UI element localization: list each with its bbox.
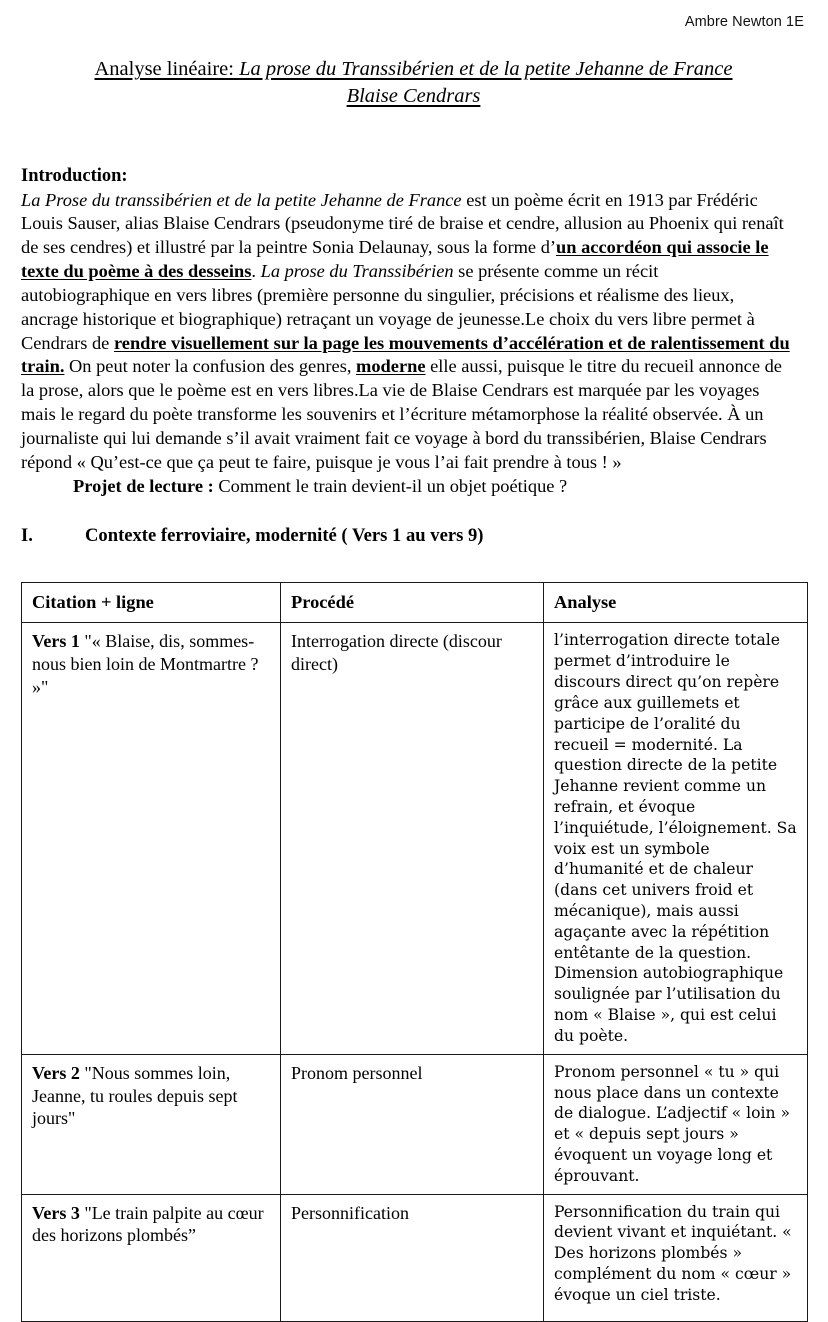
cell-procede: Interrogation directe (discour direct) — [281, 623, 544, 1054]
projet-label: Projet de lecture : — [73, 475, 214, 496]
citation-text: "Le train palpite au cœur des horizons plombés” — [32, 1202, 264, 1246]
cell-analyse: l’interrogation directe totale permet d’introduire le discours direct qu’on repère grâce aux guillemets et participe de l’oralité du recueil = modernité. La question directe de la petite Jehanne revient comme un refrain, et évoque l’inquiétude, l’éloignement. Sa voix est un symbole d’humanité et de chaleur (dans cet univers froid et mécanique), mais aussi agaçante avec la répétition entêtante de la question. Dimension autobiographique soulignée par l’utilisation du nom « Blaise », qui est celui du poète. — [544, 623, 808, 1054]
intro-segment-7: On peut noter la confusion des genres, — [64, 356, 357, 377]
section-heading — [21, 525, 806, 547]
table-header-row — [22, 583, 808, 623]
intro-segment-6: rendre visuellement sur la page les mouvements d’accélération et de ralentissement du train. — [21, 332, 790, 377]
intro-segment-1: est un poème écrit en 1913 par Frédéric Louis Sauser, alias Blaise Cendrars (pseudonyme tiré de braise et cendre, allusion au Phoenix qui renaît de ses cendres) et illustré par la peintre Sonia Delaunay, sous la forme d’ — [21, 189, 784, 258]
section-number: I. — [21, 525, 33, 547]
title-line-1 — [64, 56, 764, 83]
intro-segment-4: La prose du Transsibérien — [260, 261, 454, 282]
citation-text: "Nous sommes loin, Jeanne, tu roules depuis sept jours" — [32, 1062, 238, 1129]
vers-label: Vers 1 — [32, 631, 80, 652]
student-name-header: Ambre Newton 1E — [684, 14, 804, 30]
citation-text: "« Blaise, dis, sommes-nous bien loin de Montmartre ? »" — [32, 631, 259, 698]
cell-citation — [22, 623, 281, 1054]
page-title — [64, 56, 764, 110]
cell-citation — [22, 1054, 281, 1194]
cell-citation — [22, 1194, 281, 1321]
table-row — [22, 623, 808, 1054]
cell-procede: Pronom personnel — [281, 1054, 544, 1194]
column-header-analyse: Analyse — [544, 583, 808, 623]
intro-segment-9: elle aussi, puisque le titre du recueil annonce de la prose, alors que le poème est en vers libres.La vie de Blaise Cendrars est marquée par les voyages mais le regard du poète transforme les souvenirs et l’écriture métamorphose la réalité observée. À un journaliste qui lui demande s’il avait vraiment fait ce voyage à bord du transsibérien, Blaise Cendrars répond « Qu’est-ce que ça peut te faire, puisque je vous l’ai fait prendre à tous ! » — [21, 356, 782, 472]
column-header-citation: Citation + ligne — [22, 583, 281, 623]
table-row — [22, 1194, 808, 1321]
introduction-label: Introduction: — [21, 166, 128, 187]
title-line-2 — [64, 83, 764, 110]
intro-segment-8: moderne — [356, 356, 426, 377]
cell-procede: Personnification — [281, 1194, 544, 1321]
introduction-paragraph — [21, 189, 806, 475]
projet-de-lecture — [21, 475, 806, 499]
title-work: La prose du Transsibérien et de la petite Jehanne de France — [239, 58, 733, 81]
section-heading-text: Contexte ferroviaire, modernité ( Vers 1 au vers 9) — [85, 525, 484, 547]
projet-question: Comment le train devient-il un objet poétique ? — [213, 475, 568, 496]
title-prefix: Analyse linéaire: — [94, 58, 234, 81]
intro-segment-0: La Prose du transsibérien et de la petite Jehanne de France — [21, 189, 462, 210]
cell-analyse: Personnification du train qui devient vivant et inquiétant. « Des horizons plombés » complément du nom « cœur » évoque un ciel triste. — [544, 1194, 808, 1321]
cell-analyse: Pronom personnel « tu » qui nous place dans un contexte de dialogue. L’adjectif « loin » et « depuis sept jours » évoquent un voyage long et éprouvant. — [544, 1054, 808, 1194]
column-header-procede: Procédé — [281, 583, 544, 623]
analysis-table — [21, 582, 808, 1321]
intro-segment-2: un accordéon qui associe le texte du poème à des desseins — [21, 237, 769, 282]
vers-label: Vers 3 — [32, 1202, 80, 1223]
intro-segment-3: . — [251, 261, 261, 282]
table-row — [22, 1054, 808, 1194]
vers-label: Vers 2 — [32, 1062, 80, 1083]
intro-segment-5: se présente comme un récit autobiographique en vers libres (première personne du singulier, précisions et réalisme des lieux, ancrage historique et biographique) retraçant un voyage de jeunesse.Le choix du vers libre permet à Cendrars de — [21, 261, 755, 353]
title-author: Blaise Cendrars — [346, 85, 481, 108]
